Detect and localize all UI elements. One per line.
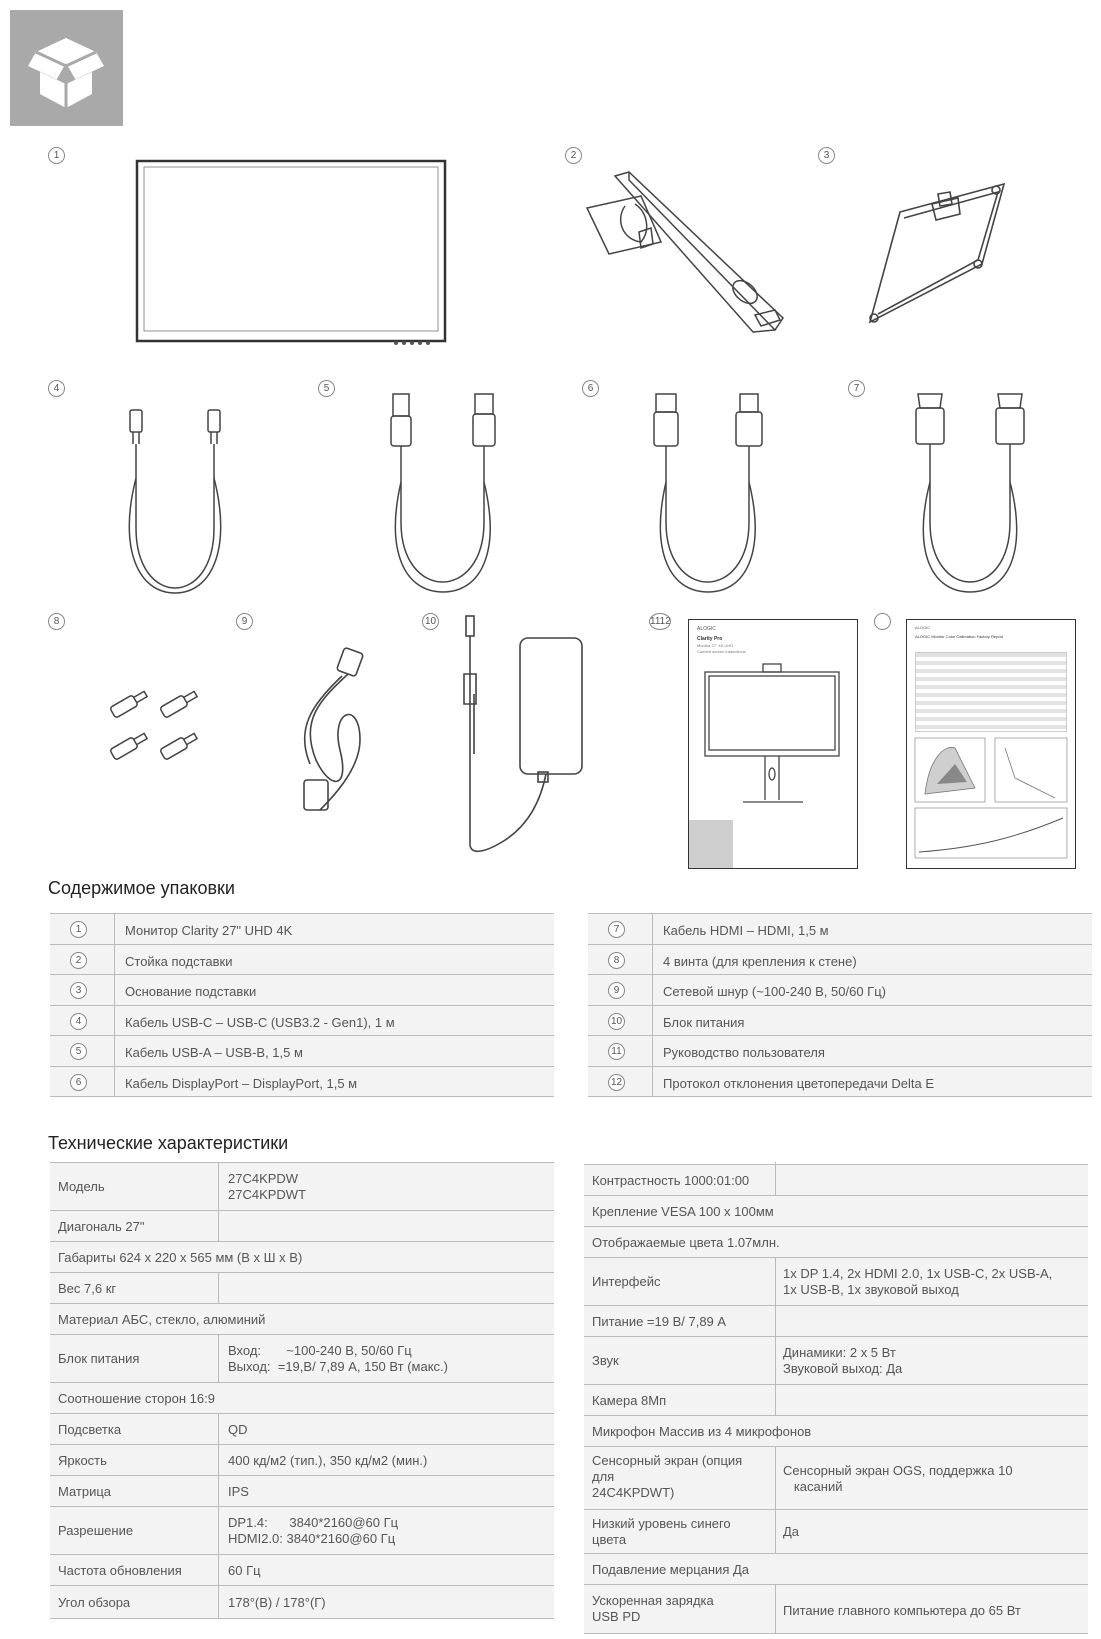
spec-value: 400 кд/м2 (тип.), 350 кд/м2 (мин.) xyxy=(228,1453,428,1468)
illustration-number: 4 xyxy=(48,380,65,397)
package-item xyxy=(588,913,1092,945)
report-title: ALOGIC Monitor Color Calibration Factory Report xyxy=(915,634,1004,639)
spec-key: Модель xyxy=(58,1179,105,1194)
spec-row xyxy=(584,1509,1088,1554)
item-text: Стойка подставки xyxy=(125,953,233,969)
specs-title: Технические характеристики xyxy=(48,1133,289,1153)
package-item xyxy=(50,974,554,1006)
spec-value: Да xyxy=(783,1524,800,1539)
item-number: 11 xyxy=(608,1043,625,1060)
illustration-number: 3 xyxy=(818,147,835,164)
screws-illustration xyxy=(108,685,208,765)
item-text: Кабель USB-A – USB-B, 1,5 м xyxy=(125,1045,303,1060)
item-number: 8 xyxy=(608,952,625,969)
spec-key: Низкий уровень синего цвета xyxy=(592,1516,731,1547)
spec-key: Угол обзора xyxy=(58,1595,131,1610)
spec-value: Вход: ~100-240 В, 50/60 Гц Выход: =19,В/ 7,89 А, 150 Вт (макс.) xyxy=(228,1343,448,1374)
item-text: Кабель USB-C – USB-C (USB3.2 - Gen1), 1 м xyxy=(125,1014,395,1030)
spec-key: Сенсорный экран (опция для 24C4KPDWT) xyxy=(592,1453,743,1500)
item-number: 12 xyxy=(608,1074,625,1091)
spec-row xyxy=(50,1585,554,1619)
package-item xyxy=(50,1035,554,1067)
spec-row xyxy=(50,1554,554,1586)
spec-key: Габариты 624 x 220 x 565 мм (В x Ш x В) xyxy=(58,1250,303,1265)
manual-sub2: Comfort screen instructions xyxy=(697,649,746,654)
spec-row xyxy=(50,1162,554,1211)
illustration-number: 2 xyxy=(565,147,582,164)
spec-value: 178°(В) / 178°(Г) xyxy=(228,1595,326,1610)
spec-key: Контрастность 1000:01:00 xyxy=(592,1173,750,1188)
manual-title: Clarity Pro xyxy=(697,636,723,642)
spec-row xyxy=(50,1210,554,1242)
item-text: Сетевой шнур (~100-240 В, 50/60 Гц) xyxy=(663,984,886,999)
spec-row xyxy=(50,1382,554,1414)
hdmi-cable-illustration xyxy=(912,392,1032,598)
package-item xyxy=(588,944,1092,976)
package-item xyxy=(588,1005,1092,1037)
spec-key: Крепление VESA 100 x 100мм xyxy=(592,1204,774,1219)
power-cord-illustration xyxy=(290,640,390,820)
spec-value: DP1.4: 3840*2160@60 Гц HDMI2.0: 3840*2160@60 Гц xyxy=(228,1515,399,1546)
illustration-number: 7 xyxy=(848,380,865,397)
spec-key: Яркость xyxy=(58,1453,107,1468)
package-box-icon xyxy=(10,10,123,126)
spec-row xyxy=(50,1506,554,1555)
spec-key: Частота обновления xyxy=(58,1563,182,1578)
spec-value: 1x DP 1.4, 2x HDMI 2.0, 1x USB-C, 2x USB-A, 1x USB-B, 1x звуковой выход xyxy=(783,1266,1053,1297)
package-item xyxy=(50,1005,554,1037)
spec-key: Вес 7,6 кг xyxy=(58,1281,117,1296)
spec-key: Отображаемые цвета 1.07млн. xyxy=(592,1235,780,1250)
package-item xyxy=(50,1066,554,1098)
item-number: 3 xyxy=(70,982,87,999)
spec-row xyxy=(584,1553,1088,1585)
spec-value: IPS xyxy=(228,1484,249,1499)
usb-c-cable-illustration xyxy=(118,408,238,598)
stand-arm-illustration xyxy=(585,170,795,340)
spec-row xyxy=(50,1475,554,1507)
package-item xyxy=(50,913,554,945)
usb-a-b-cable-illustration xyxy=(385,392,505,598)
manual-sub1: Monitor 27" 4K UHD xyxy=(697,643,734,648)
illustration-number: 5 xyxy=(318,380,335,397)
spec-key: Подавление мерцания Да xyxy=(592,1562,750,1577)
spec-row xyxy=(584,1384,1088,1416)
item-text: Основание подставки xyxy=(125,984,257,999)
spec-key: Микрофон Массив из 4 микрофонов xyxy=(592,1424,812,1439)
illustration-number: 6 xyxy=(582,380,599,397)
item-text: Протокол отклонения цветопередачи Delta E xyxy=(663,1075,935,1091)
illustration-number: 10 xyxy=(422,613,439,630)
spec-row xyxy=(584,1415,1088,1447)
item-number: 2 xyxy=(70,952,87,969)
specs-table-left xyxy=(50,1162,554,1618)
spec-row xyxy=(584,1164,1088,1196)
spec-row xyxy=(584,1446,1088,1510)
package-list-left xyxy=(50,913,554,1096)
spec-key: Соотношение сторон 16:9 xyxy=(58,1391,215,1406)
user-manual-illustration xyxy=(688,619,858,869)
illustration-number: 9 xyxy=(236,613,253,630)
spec-row xyxy=(50,1334,554,1383)
manual-brand: ALOGIC xyxy=(697,626,716,632)
spec-value: 27C4KPDW 27C4KPDWT xyxy=(228,1171,307,1202)
illustration-number: 8 xyxy=(48,613,65,630)
spec-value: Сенсорный экран OGS, поддержка 10 касаний xyxy=(783,1463,1013,1494)
spec-row xyxy=(584,1336,1088,1385)
package-list-right xyxy=(588,913,1092,1096)
spec-key: Питание =19 В/ 7,89 А xyxy=(592,1314,727,1329)
spec-row xyxy=(50,1272,554,1304)
spec-key: Диагональ 27" xyxy=(58,1219,145,1234)
spec-value: Питание главного компьютера до 65 Вт xyxy=(783,1603,1021,1618)
package-title: Содержимое упаковки xyxy=(48,878,235,898)
spec-row xyxy=(50,1303,554,1335)
stand-base-illustration xyxy=(866,180,1016,340)
illustration-number: 1 xyxy=(48,147,65,164)
item-number: 6 xyxy=(70,1074,87,1091)
item-number: 7 xyxy=(608,921,625,938)
item-number: 10 xyxy=(608,1013,625,1030)
report-brand: ALOGIC xyxy=(915,625,931,630)
spec-row xyxy=(50,1413,554,1445)
specs-table-right xyxy=(584,1164,1088,1633)
power-adapter-illustration xyxy=(462,614,622,864)
monitor-illustration xyxy=(136,160,448,346)
spec-key: Ускоренная зарядка USB PD xyxy=(592,1593,714,1624)
spec-row xyxy=(584,1257,1088,1306)
item-text: Руководство пользователя xyxy=(663,1045,825,1060)
spec-key: Подсветка xyxy=(58,1422,122,1437)
package-item xyxy=(588,1035,1092,1067)
spec-row xyxy=(584,1226,1088,1258)
item-number: 5 xyxy=(70,1043,87,1060)
spec-key: Звук xyxy=(592,1353,619,1368)
item-number: 4 xyxy=(70,1013,87,1030)
spec-value: 60 Гц xyxy=(228,1563,261,1578)
item-text: Монитор Clarity 27" UHD 4K xyxy=(125,923,293,938)
spec-row xyxy=(584,1584,1088,1634)
spec-key: Интерфейс xyxy=(592,1274,661,1289)
calibration-report-illustration xyxy=(906,619,1076,869)
displayport-cable-illustration xyxy=(650,392,770,598)
spec-key: Матрица xyxy=(58,1484,112,1499)
spec-key: Материал АБС, стекло, алюминий xyxy=(58,1312,266,1327)
spec-row xyxy=(584,1195,1088,1227)
spec-key: Блок питания xyxy=(58,1351,140,1366)
item-number: 1 xyxy=(70,921,87,938)
spec-value: QD xyxy=(228,1422,248,1437)
item-text: 4 винта (для крепления к стене) xyxy=(663,953,857,969)
spec-value: Динамики: 2 x 5 Вт Звуковой выход: Да xyxy=(783,1345,903,1376)
illustration-number xyxy=(874,613,891,630)
package-item xyxy=(50,944,554,976)
illustration-number: 1112 xyxy=(649,613,671,630)
package-item xyxy=(588,1066,1092,1098)
spec-row xyxy=(584,1305,1088,1337)
item-text: Блок питания xyxy=(663,1014,745,1030)
spec-row xyxy=(50,1444,554,1476)
package-item xyxy=(588,974,1092,1006)
spec-key: Камера 8Мп xyxy=(592,1393,667,1408)
item-text: Кабель HDMI – HDMI, 1,5 м xyxy=(663,923,829,938)
item-text: Кабель DisplayPort – DisplayPort, 1,5 м xyxy=(125,1075,358,1091)
spec-key: Разрешение xyxy=(58,1523,134,1538)
item-number: 9 xyxy=(608,982,625,999)
spec-row xyxy=(50,1241,554,1273)
